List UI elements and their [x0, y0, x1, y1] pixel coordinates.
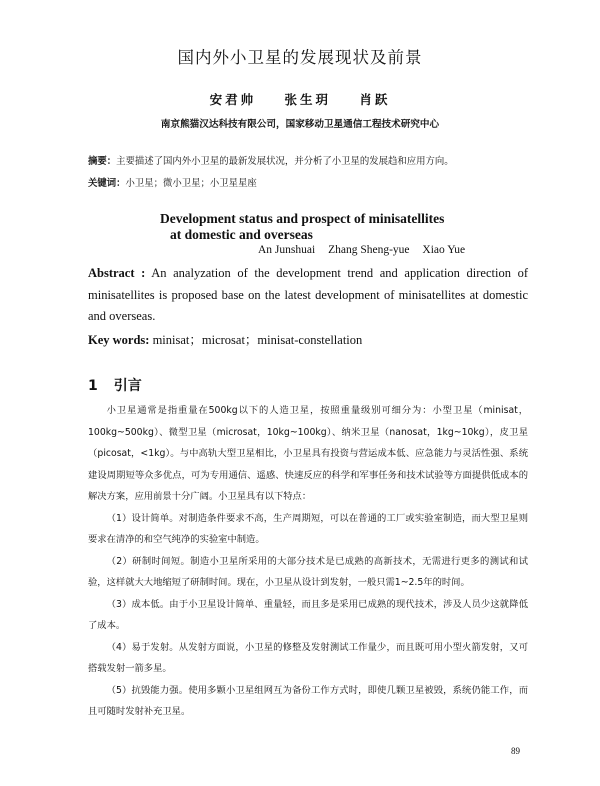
paragraph: （3）成本低。由于小卫星设计简单、重量轻，而且多是采用已成熟的现代技术，涉及人员少这就降低了成本。: [88, 598, 528, 631]
section-number: 1: [88, 378, 98, 394]
english-keywords-text: minisat；microsat；minisat-constellation: [152, 333, 363, 347]
english-keywords: [88, 330, 362, 348]
paragraph: （4）易于发射。从发射方面说，小卫星的修整及发射测试工作量少，而且既可用小型火箭发射，又可搭载发射一箭多星。: [88, 641, 528, 674]
section-title: 引言: [113, 378, 142, 394]
english-abstract-label: Abstract :: [88, 266, 146, 280]
keywords-zh-text: 小卫星；微小卫星；小卫星星座: [125, 178, 257, 189]
paragraph: （5）抗毁能力强。使用多颗小卫星组网互为备份工作方式时，即使几颗卫星被毁，系统仍能工作，而且可随时发射补充卫星。: [88, 684, 528, 717]
english-abstract-text: An analyzation of the development trend and application direction of minisatellites is proposed base on the latest development of minisatellites at domestic and overseas.: [88, 266, 528, 323]
section-body: [88, 400, 528, 723]
paragraph: （1）设计简单。对制造条件要求不高，生产周期短，可以在普通的工厂或实验室制造，而大型卫星则要求在清净的和空气纯净的实验室中制造。: [88, 512, 528, 545]
page-number: 89: [511, 746, 520, 756]
keywords-zh-label: 关键词：: [88, 178, 126, 189]
english-author-name: An Junshuai: [258, 244, 316, 256]
paragraph: 小卫星通常是指重量在500kg以下的人造卫星，按照重量级别可细分为：小型卫星（minisat，100kg~500kg）、微型卫星（microsat，10kg~100kg）、纳米卫星（nanosat，1kg~10kg），皮卫星（picosat，<1kg）。与中高轨大型卫星相比，小卫星具有投资与营运成本低、应急能力与灵活性强、系统建设周期短等众多优点，可为专用通信、遥感、快速反应的科学和军事任务和技术试验等方面提供低成本的解决方案，应用前景十分广阔。小卫星具有以下特点：: [88, 405, 528, 502]
author-name: 肖跃: [359, 92, 391, 107]
paper-title: 国内外小卫星的发展现状及前景: [177, 48, 423, 67]
english-title-line-1: Development status and prospect of minisatellites: [160, 211, 445, 226]
english-abstract: [88, 263, 528, 328]
affiliation: 南京熊猫汉达科技有限公司，国家移动卫星通信工程技术研究中心: [160, 119, 440, 130]
author-name: 张生玥: [284, 92, 331, 107]
abstract-zh: [88, 156, 528, 168]
author-name: 安君帅: [209, 92, 257, 107]
english-author-name: Zhang Sheng-yue: [328, 244, 410, 256]
paragraph: （2）研制时间短。制造小卫星所采用的大部分技术是已成熟的高新技术，无需进行更多的测试和试验，这样就大大地缩短了研制时间。现在，小卫星从设计到发射，一般只需1~2.5年的时间。: [88, 555, 528, 588]
abstract-zh-text: 主要描述了国内外小卫星的最新发展状况，并分析了小卫星的发展趋和应用方向。: [116, 156, 454, 167]
english-keywords-label: Key words:: [88, 333, 150, 347]
english-authors: [258, 244, 475, 256]
english-author-name: Xiao Yue: [422, 244, 466, 256]
english-title-line-2: at domestic and overseas: [170, 227, 313, 242]
abstract-zh-label: 摘要：: [88, 156, 117, 167]
section-heading: [88, 375, 142, 395]
author-list: [0, 90, 600, 108]
keywords-zh: [88, 178, 528, 190]
